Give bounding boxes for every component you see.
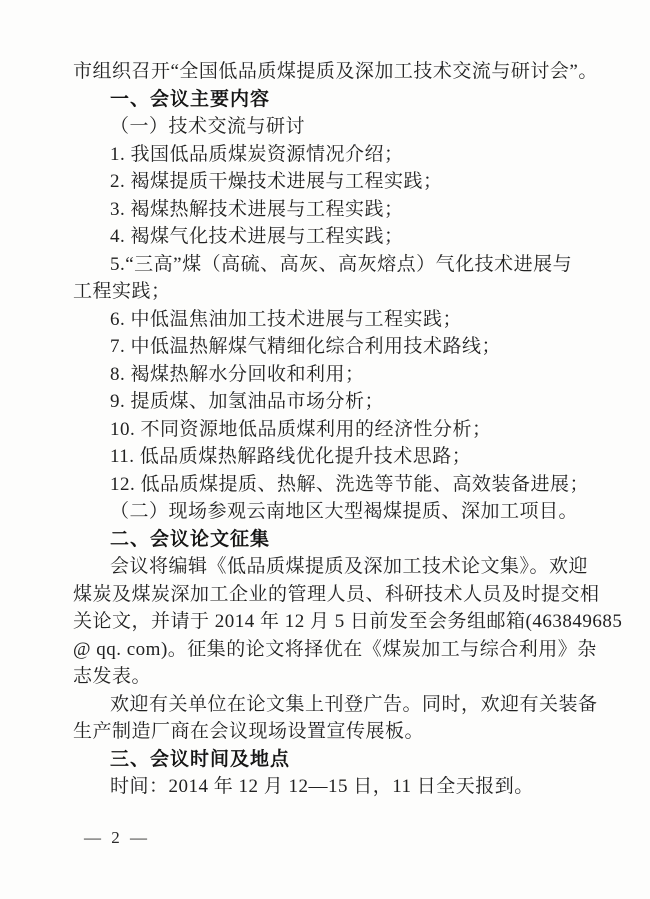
list-item: 11. 低品质煤热解路线优化提升技术思路； [110,446,472,467]
page-number: — 2 — [84,828,150,847]
list-item: 8. 褐煤热解水分回收和利用； [110,363,365,385]
list-item: 1. 我国低品质煤炭资源情况介绍； [110,143,404,165]
text-line: 欢迎有关单位在论文集上刊登广告。同时，欢迎有关装备 [110,693,598,715]
list-item: 12. 低品质煤提质、热解、洗选等节能、高效装备进展； [110,473,590,495]
list-item: 2. 褐煤提质干燥技术进展与工程实践； [110,171,443,192]
text-line: （二）现场参观云南地区大型褐煤提质、深加工项目。 [110,501,579,522]
text-line: 会议将编辑《低品质煤提质及深加工技术论文集》。欢迎 [110,556,589,577]
text-line: （一）技术交流与研讨 [110,116,306,137]
list-item: 3. 褐煤热解技术进展与工程实践； [110,198,404,220]
list-item: 4. 褐煤气化技术进展与工程实践； [110,226,404,247]
list-item: 10. 不同资源地低品质煤利用的经济性分析； [110,418,492,440]
list-item: 5.“三高”煤（高硫、高灰、高灰熔点）气化技术进展与 [110,253,573,275]
list-item: 9. 提质煤、加氢油品市场分析； [110,391,385,412]
text-line: 生产制造厂商在会议现场设置宣传展板。 [73,721,425,742]
text-line: 关论文，并请于 2014 年 12 月 5 日前发至会务组邮箱(463849685 [73,611,623,632]
text-line: 志发表。 [73,666,152,687]
section-heading: 二、会议论文征集 [110,528,271,550]
section-heading: 三、会议时间及地点 [110,748,291,770]
list-item-continuation: 工程实践； [73,281,171,302]
list-item: 6. 中低温焦油加工技术进展与工程实践； [110,308,463,330]
text-line: 时间：2014 年 12 月 12—15 日，11 日全天报到。 [110,776,534,797]
text-line: 煤炭及煤炭深加工企业的管理人员、科研技术人员及时提交相 [73,583,600,605]
text-line: 市组织召开“全国低品质煤提质及深加工技术交流与研讨会”。 [73,61,598,82]
text-line: @ qq. com)。征集的论文将择优在《煤炭加工与综合利用》杂 [73,638,597,660]
list-item: 7. 中低温热解煤气精细化综合利用技术路线； [110,336,502,357]
page-content [73,58,623,801]
section-heading: 一、会议主要内容 [110,88,271,110]
